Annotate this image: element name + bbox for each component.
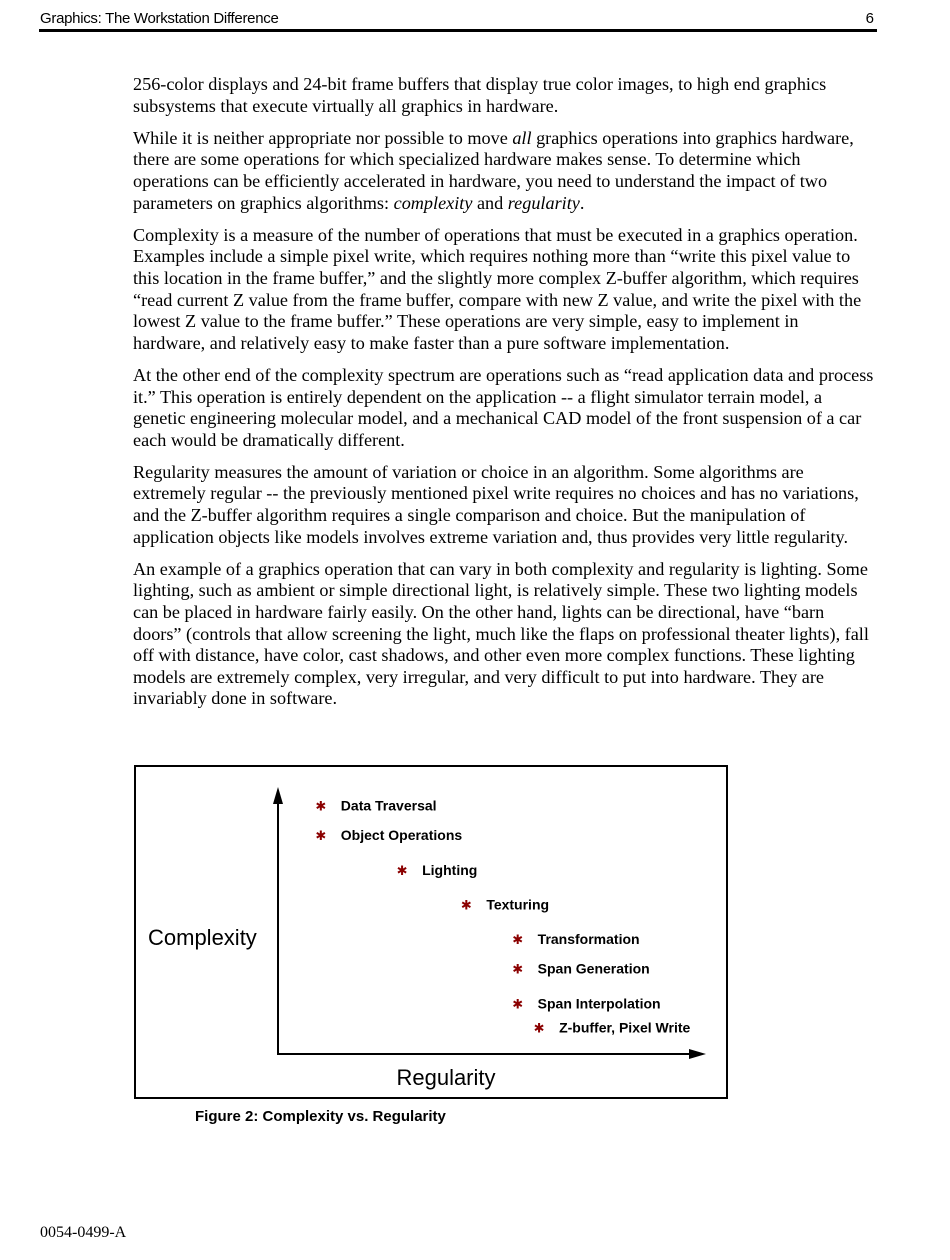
chart-svg — [136, 767, 726, 1097]
asterisk-marker-icon: ✱ — [512, 933, 524, 949]
paragraph-2-part-c: graphics operations into graphics hardware, there are some operations for which specialized hardware makes sense. To determine which operations can be efficiently accelerated in hardware, you need to understand the impact of two parameters on graphics algorithms: — [133, 127, 854, 213]
emphasis-all: all — [512, 127, 532, 148]
running-header — [40, 8, 876, 30]
asterisk-marker-icon: ✱ — [533, 1021, 545, 1037]
y-axis-label: Complexity — [148, 925, 257, 950]
paragraph-3: Complexity is a measure of the number of operations that must be executed in a graphics operation. Examples include a simple pixel write, which requires nothing more than “write this pixel value to this location in the frame buffer,” and the slightly more complex Z-buffer algorithm, which requires “read current Z value from the frame buffer, compare with new Z value, and write the pixel with the lowest Z value to the frame buffer.” These operations are very simple, easy to implement in hardware, and relatively easy to make faster than a pure software implementation. — [133, 224, 862, 353]
asterisk-marker-icon: ✱ — [512, 997, 524, 1013]
data-point-label: Lighting — [422, 861, 478, 878]
x-axis-arrow — [689, 1049, 706, 1059]
data-point-label: Object Operations — [340, 827, 463, 844]
paragraph-4: At the other end of the complexity spectrum are operations such as “read application data and process it.” This operation is entirely dependent on the application -- a flight simulator terrain model, a genetic engineering molecular model, and a mechanical CAD model of the front suspension of a car each would be dramatically different. — [133, 364, 874, 450]
asterisk-marker-icon: ✱ — [512, 962, 524, 978]
y-axis-arrow — [273, 787, 283, 804]
paragraph-6: An example of a graphics operation that can vary in both complexity and regularity is lighting. Some lighting, such as ambient or simple directional light, is relatively simple. These two lighting models can be placed in hardware fairly easily. On the other hand, lights can be directional, have “barn doors” (controls that allow screening the light, much like the flaps on professional theater lights), fall off with distance, have color, cast shadows, and other even more complex functions. These lighting models are extremely complex, very irregular, and very difficult to put into hardware. They are invariably done in software. — [133, 558, 869, 709]
data-point — [315, 798, 436, 815]
paragraph-2-part-g: . — [579, 192, 585, 213]
figure-caption: Figure 2: Complexity vs. Regularity — [195, 1108, 446, 1125]
running-header-title: Graphics: The Workstation Difference — [40, 10, 279, 27]
paragraph-2-part-e: and — [472, 192, 508, 213]
x-axis-label: Regularity — [396, 1065, 496, 1090]
header-rule — [39, 29, 877, 32]
data-point — [512, 931, 639, 948]
asterisk-marker-icon: ✱ — [315, 829, 327, 845]
data-point — [512, 995, 660, 1012]
page-number: 6 — [865, 10, 874, 27]
body-text — [133, 74, 875, 721]
document-code: 0054-0499-A — [40, 1224, 127, 1241]
paragraph-1: 256-color displays and 24-bit frame buffers that display true color images, to high end graphics subsystems that execute virtually all graphics in hardware. — [133, 74, 827, 116]
paragraph-2 — [133, 128, 875, 214]
paragraph-2-part-a: While it is neither appropriate nor possible to move — [133, 127, 513, 148]
data-point — [397, 862, 478, 879]
figure-complexity-vs-regularity — [134, 765, 728, 1099]
paragraph-5: Regularity measures the amount of variation or choice in an algorithm. Some algorithms are extremely regular -- the previously mentioned pixel write requires no choices and has no variations, and the Z-buffer algorithm requires a single comparison and choice. But the manipulation of application objects like models involves extreme variation and, thus provides very little regularity. — [133, 461, 859, 547]
data-point — [315, 827, 462, 844]
data-point — [461, 896, 549, 913]
emphasis-regularity: regularity — [507, 192, 580, 213]
asterisk-marker-icon: ✱ — [396, 863, 408, 879]
data-point-label: Span Generation — [537, 960, 650, 977]
emphasis-complexity: complexity — [393, 192, 473, 213]
data-point-label: Data Traversal — [340, 797, 437, 814]
data-point-label: Z-buffer, Pixel Write — [559, 1019, 691, 1036]
data-point — [512, 961, 649, 978]
data-points — [315, 798, 690, 1037]
data-point-label: Texturing — [486, 896, 550, 913]
data-point — [534, 1019, 691, 1036]
data-point-label: Span Interpolation — [537, 995, 661, 1012]
asterisk-marker-icon: ✱ — [315, 799, 327, 815]
data-point-label: Transformation — [537, 931, 640, 948]
asterisk-marker-icon: ✱ — [460, 898, 472, 914]
